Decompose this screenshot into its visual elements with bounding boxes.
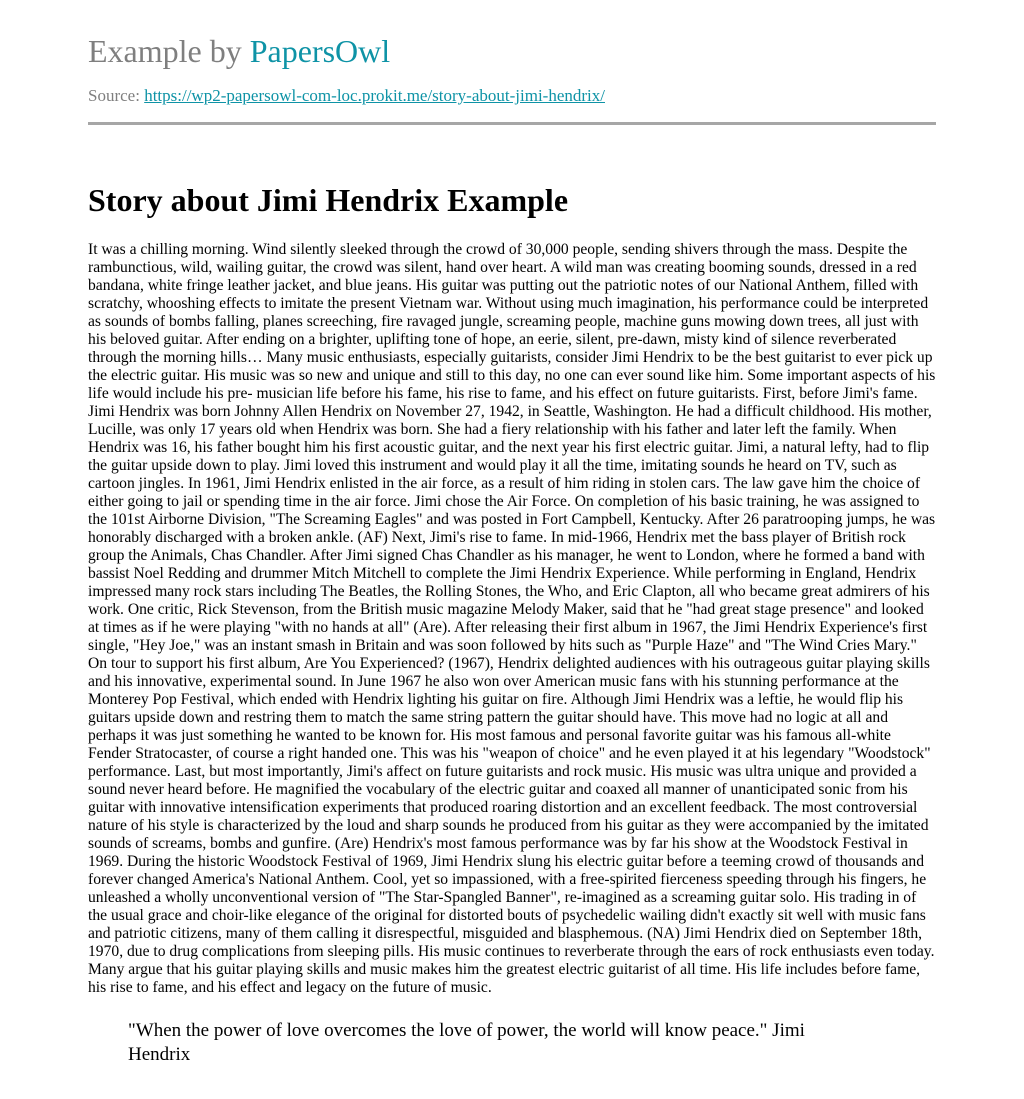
page [88,0,936,1067]
closing-quote: "When the power of love overcomes the love of power, the world will know peace." Jimi Hendrix [128,1020,805,1065]
brand-name-link[interactable]: PapersOwl [249,33,391,69]
brand-header [88,32,936,70]
source-link[interactable]: https://wp2-papersowl-com-loc.prokit.me/story-about-jimi-hendrix/ [144,86,605,105]
brand-prefix: Example by [88,33,242,69]
article-body: It was a chilling morning. Wind silently sleeked through the crowd of 30,000 people, sending shivers through the mass. Despite the rambunctious, wild, wailing guitar, the crowd was silent, hand over heart. A wild man was creating booming sounds, dressed in a red bandana, white fringe leather jacket, and blue jeans. His guitar was putting out the patriotic notes of our National Anthem, filled with scratchy, whooshing effects to imitate the present Vietnam war. Without using much imagination, his performance could be interpreted as sounds of bombs falling, planes screeching, fire ravaged jungle, screaming people, machine guns mowing down trees, all just with his beloved guitar. After ending on a brighter, uplifting tone of hope, an eerie, silent, pre-dawn, misty kind of silence reverberated through the morning hills… Many music enthusiasts, especially guitarists, consider Jimi Hendrix to be the best guitarist to ever pick up the electric guitar. His music was so new and unique and still to this day, no one can ever sound like him. Some important aspects of his life would include his pre- musician life before his fame, his rise to fame, and his effect on future guitarists. First, before Jimi's fame. Jimi Hendrix was born Johnny Allen Hendrix on November 27, 1942, in Seattle, Washington. He had a difficult childhood. His mother, Lucille, was only 17 years old when Hendrix was born. She had a fiery relationship with his father and later left the family. When Hendrix was 16, his father bought him his first acoustic guitar, and the next year his first electric guitar. Jimi, a natural lefty, had to flip the guitar upside down to play. Jimi loved this instrument and would play it all the time, imitating sounds he heard on TV, such as cartoon jingles. In 1961, Jimi Hendrix enlisted in the air force, as a result of him riding in stolen cars. The law gave him the choice of either going to jail or spending time in the air force. Jimi chose the Air Force. On completion of his basic training, he was assigned to the 101st Airborne Division, "The Screaming Eagles" and was posted in Fort Campbell, Kentucky. After 26 paratrooping jumps, he was honorably discharged with a broken ankle. (AF) Next, Jimi's rise to fame. In mid-1966, Hendrix met the bass player of British rock group the Animals, Chas Chandler. After Jimi signed Chas Chandler as his manager, he went to London, where he formed a band with bassist Noel Redding and drummer Mitch Mitchell to complete the Jimi Hendrix Experience. While performing in England, Hendrix impressed many rock stars including The Beatles, the Rolling Stones, the Who, and Eric Clapton, all who became great admirers of his work. One critic, Rick Stevenson, from the British music magazine Melody Maker, said that he "had great stage presence" and looked at times as if he were playing "with no hands at all" (Are). After releasing their first album in 1967, the Jimi Hendrix Experience's first single, "Hey Joe," was an instant smash in Britain and was soon followed by hits such as "Purple Haze" and "The Wind Cries Mary." On tour to support his first album, Are You Experienced? (1967), Hendrix delighted audiences with his outrageous guitar playing skills and his innovative, experimental sound. In June 1967 he also won over American music fans with his stunning performance at the Monterey Pop Festival, which ended with Hendrix lighting his guitar on fire. Although Jimi Hendrix was a leftie, he would flip his guitars upside down and restring them to match the same string pattern the guitar should have. This move had no logic at all and perhaps it was just something he wanted to be known for. His most famous and personal favorite guitar was his famous all-white Fender Stratocaster, of course a right handed one. This was his "weapon of choice" and he even played it at his legendary "Woodstock" performance. Last, but most importantly, Jimi's affect on future guitarists and rock music. His music was ultra unique and provided a sound never heard before. He magnified the vocabulary of the electric guitar and coaxed all manner of unanticipated sonic from his guitar with innovative intensification experiments that produced roaring distortion and an excellent feedback. The most controversial nature of his style is characterized by the loud and sharp sounds he produced from his guitar as they were accompanied by the imitated sounds of screams, bombs and gunfire. (Are) Hendrix's most famous performance was by far his show at the Woodstock Festival in 1969. During the historic Woodstock Festival of 1969, Jimi Hendrix slung his electric guitar before a teeming crowd of thousands and forever changed America's National Anthem. Cool, yet so impassioned, with a free-spirited fierceness speeding through his fingers, he unleashed a wholly unconventional version of "The Star-Spangled Banner", re-imagined as a screaming guitar solo. His trading in of the usual grace and choir-like elegance of the original for distorted bouts of psychedelic wailing didn't exactly sit well with music fans and patriotic citizens, many of them calling it disrespectful, misguided and blasphemous. (NA) Jimi Hendrix died on September 18th, 1970, due to drug complications from sleeping pills. His music continues to reverberate through the ears of rock enthusiasts even today. Many argue that his guitar playing skills and music makes him the greatest electric guitarist of all time. His life includes before fame, his rise to fame, and his effect and legacy on the future of music. [88,241,936,996]
article-title: Story about Jimi Hendrix Example [88,182,569,218]
source-label: Source: [88,86,140,105]
source-line [88,85,936,107]
header-divider [88,122,936,125]
